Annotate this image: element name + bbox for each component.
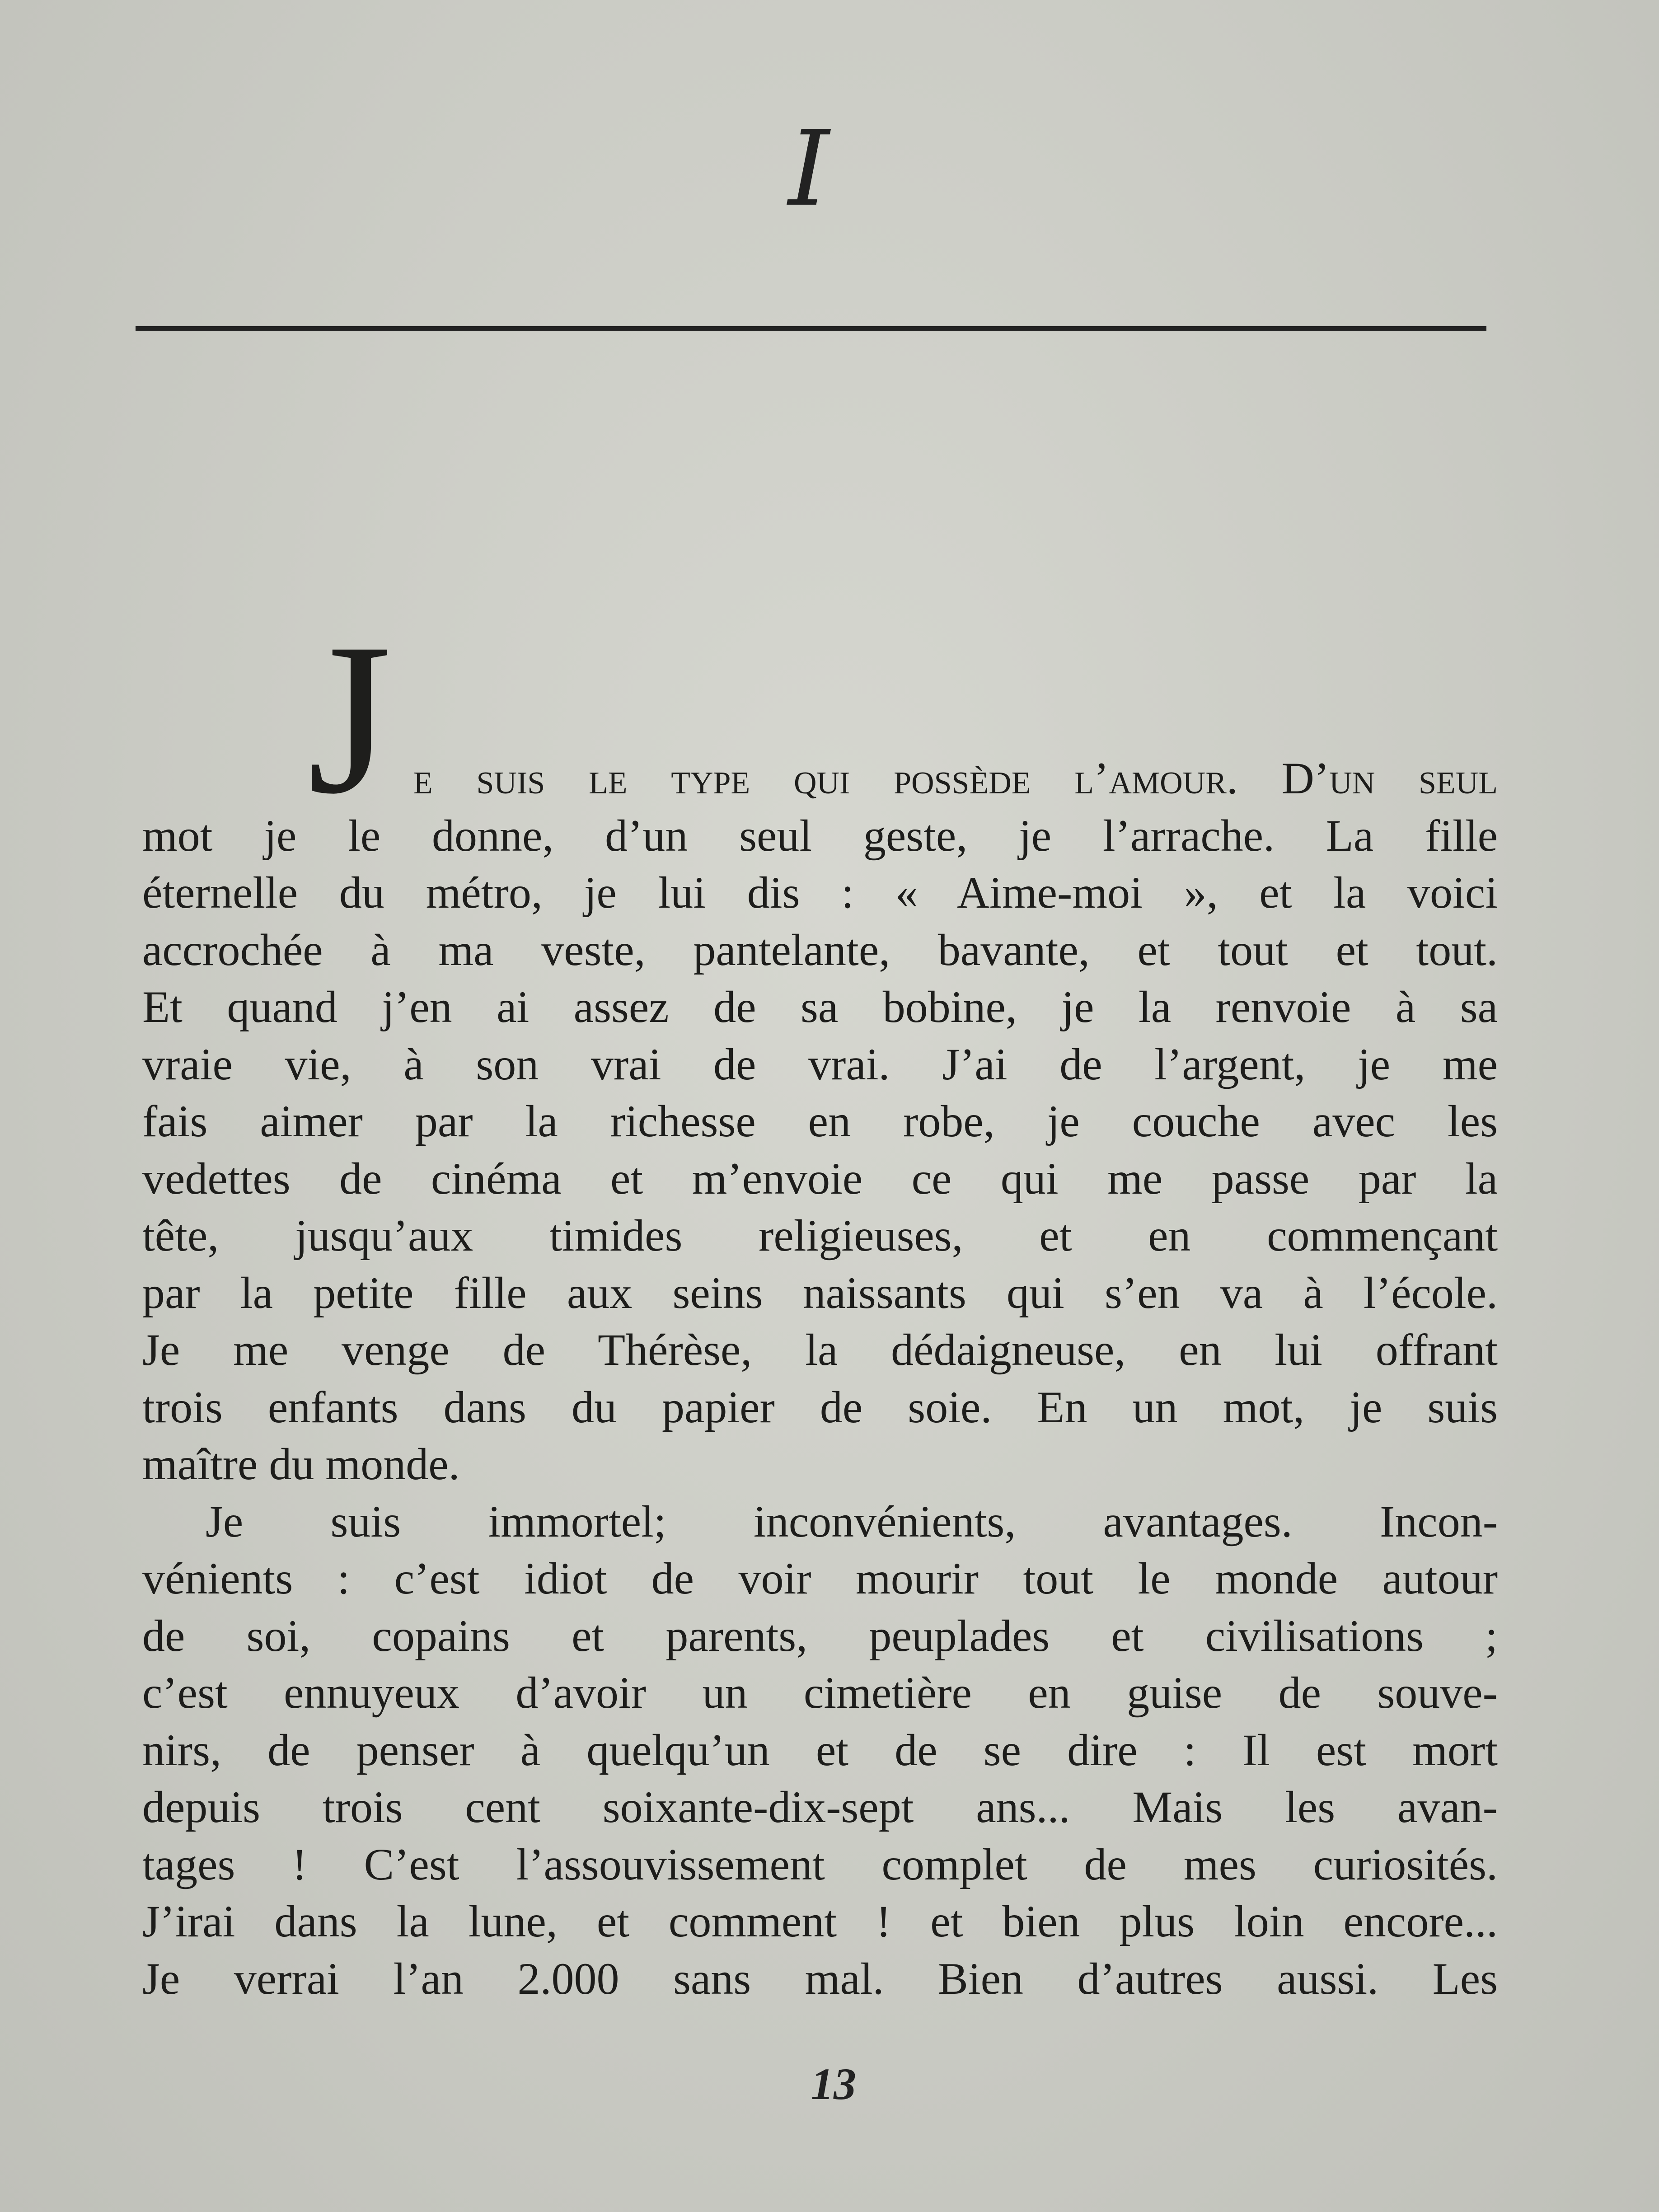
paragraph2-line: vénients : c’est idiot de voir mourir tout le monde autour	[142, 1553, 1498, 1603]
paragraph1-line: maître du monde.	[142, 1439, 460, 1489]
paragraph1-line: Et quand j’en ai assez de sa bobine, je la renvoie à sa	[142, 982, 1498, 1032]
paragraph2-line: Je verrai l’an 2.000 sans mal. Bien d’autres aussi. Les	[142, 1953, 1498, 2004]
paragraph2-line: tages ! C’est l’assouvissement complet de mes curiosités.	[142, 1839, 1498, 1889]
drop-cap-letter: J	[307, 598, 392, 839]
chapter-number: I	[788, 109, 830, 230]
paragraph2-line: depuis trois cent soixante-dix-sept ans... Mais les avan-	[142, 1782, 1498, 1832]
paragraph1-line: trois enfants dans du papier de soie. En un mot, je suis	[142, 1382, 1498, 1432]
paragraph1-line: accrochée à ma veste, pantelante, bavante, et tout et tout.	[142, 924, 1498, 975]
paragraph2-line: nirs, de penser à quelqu’un et de se dire : Il est mort	[142, 1725, 1498, 1775]
body-text	[142, 750, 1498, 2007]
paragraph1-line: fais aimer par la richesse en robe, je couche avec les	[142, 1096, 1498, 1146]
paragraph1-line: vedettes de cinéma et m’envoie ce qui me passe par la	[142, 1153, 1498, 1204]
paragraph1-line: mot je le donne, d’un seul geste, je l’arrache. La fille	[142, 810, 1498, 861]
paragraph2-line: de soi, copains et parents, peuplades et civilisations ;	[142, 1610, 1498, 1661]
paragraph1-line: par la petite fille aux seins naissants qui s’en va à l’école.	[142, 1267, 1498, 1318]
paragraph1-line: e suis le type qui possède l’amour. D’un seul	[413, 753, 1498, 803]
paragraph1-line: Je me venge de Thérèse, la dédaigneuse, en lui offrant	[142, 1325, 1498, 1375]
chapter-divider-rule	[136, 326, 1486, 331]
paragraph2-line: c’est ennuyeux d’avoir un cimetière en guise de souve-	[142, 1668, 1498, 1718]
paragraph2-line: Je suis immortel; inconvénients, avantages. Incon-	[206, 1496, 1498, 1547]
paragraph1-line: tête, jusqu’aux timides religieuses, et en commençant	[142, 1210, 1498, 1261]
paragraph1-line: éternelle du métro, je lui dis : « Aime-moi », et la voici	[142, 867, 1498, 918]
paragraph1-line: vraie vie, à son vrai de vrai. J’ai de l’argent, je me	[142, 1039, 1498, 1089]
paragraph2-line: J’irai dans la lune, et comment ! et bien plus loin encore...	[142, 1896, 1498, 1946]
page-number: 13	[811, 2059, 856, 2109]
